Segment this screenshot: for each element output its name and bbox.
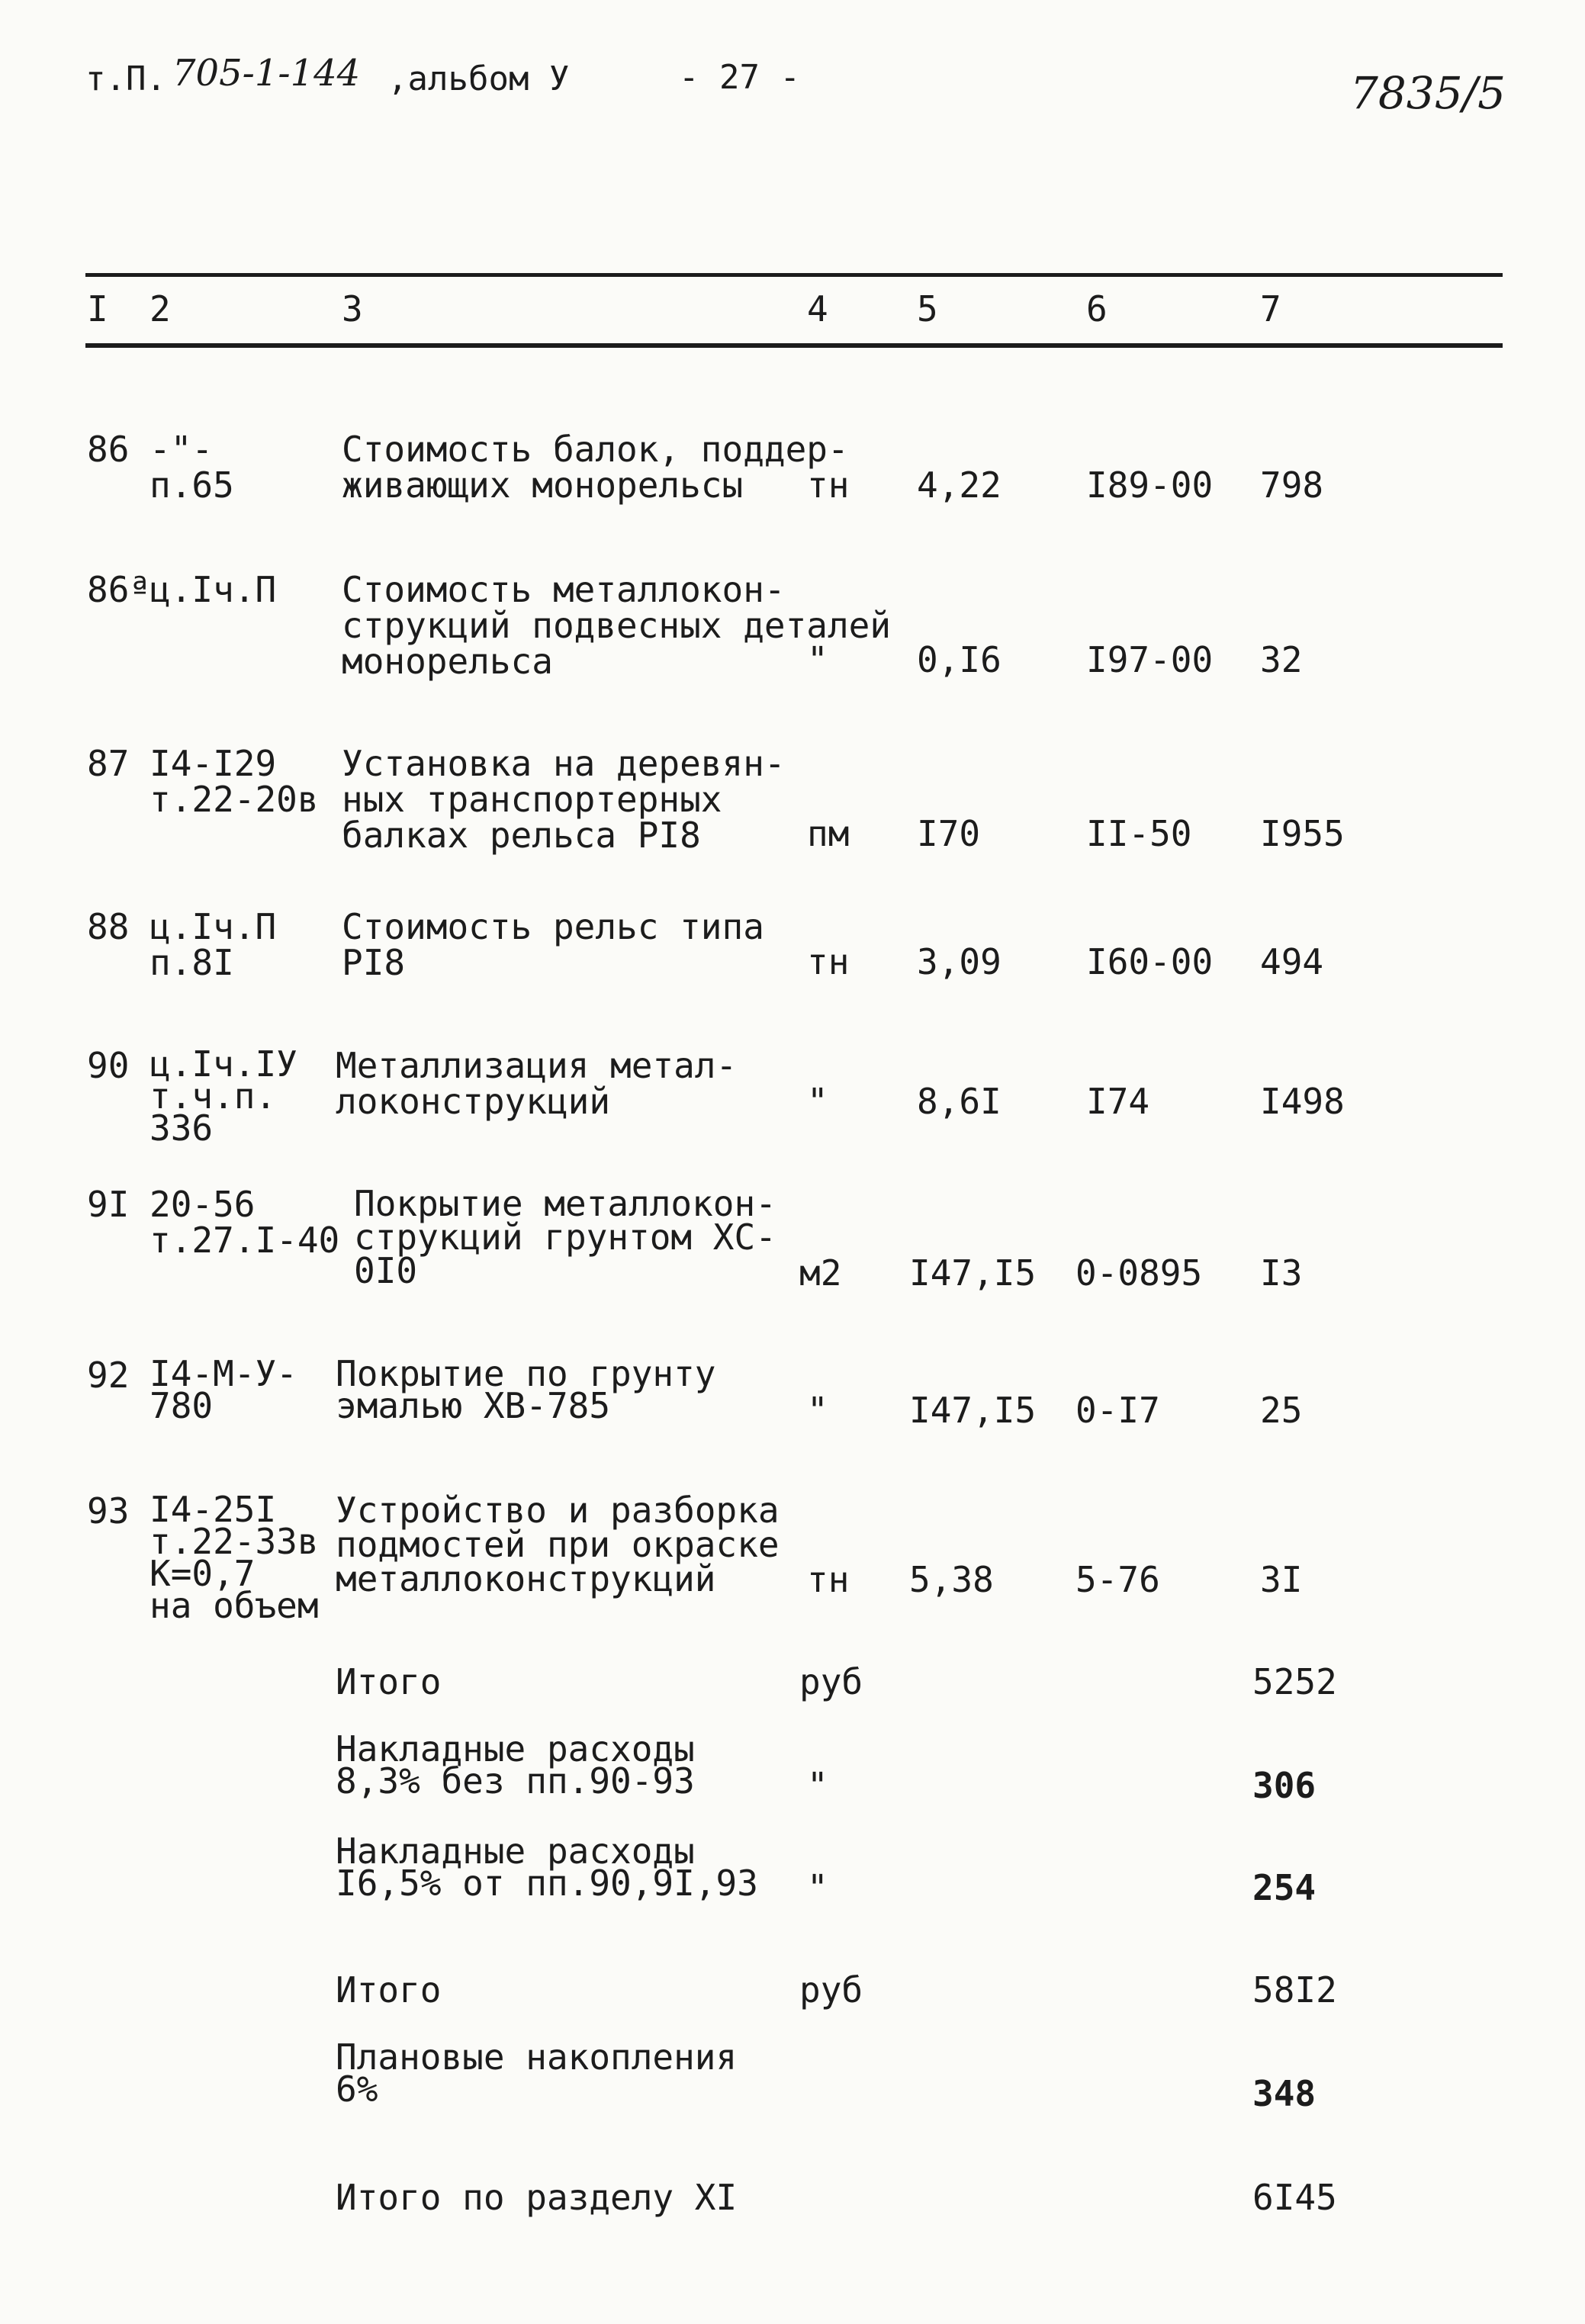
row-total: 3I	[1260, 1559, 1303, 1600]
summary-unit: "	[807, 1765, 828, 1806]
row-unit-price: 0-0895	[1075, 1252, 1203, 1294]
row-reference: ц.Iч.П	[149, 569, 277, 610]
row-description: Стоимость рельс типа PI8	[342, 906, 764, 983]
row-unit: "	[807, 1390, 828, 1431]
row-quantity: I47,I5	[909, 1390, 1037, 1431]
row-unit: тн	[807, 1559, 850, 1600]
row-description: Стоимость металлокон- струкций подвесных деталей монорельса	[342, 569, 892, 682]
row-unit-price: 5-76	[1075, 1559, 1160, 1600]
row-total: 32	[1260, 639, 1303, 680]
column-number-6: 6	[1086, 288, 1108, 329]
row-unit: "	[807, 1081, 828, 1122]
summary-total: 5252	[1252, 1661, 1337, 1702]
row-total: 798	[1260, 464, 1324, 506]
column-number-1: I	[87, 288, 108, 329]
row-number: 90	[87, 1045, 130, 1086]
row-total: 494	[1260, 941, 1324, 982]
row-reference: I4-25I т.22-33в К=0,7 на объем	[149, 1489, 319, 1626]
summary-label: Итого по разделу XI	[336, 2177, 738, 2218]
row-quantity: 3,09	[917, 941, 1001, 982]
row-total: I3	[1260, 1252, 1303, 1294]
row-reference: I4-I29 т.22-20в	[149, 743, 319, 820]
summary-label: Плановые накопления 6%	[336, 2036, 738, 2110]
page-number: - 27 -	[679, 58, 800, 97]
row-description: Установка на деревян- ных транспортерных балках рельса PI8	[342, 743, 786, 856]
summary-total: 58I2	[1252, 1969, 1337, 2011]
row-description: Металлизация метал- локонструкций	[336, 1045, 738, 1122]
column-number-4: 4	[807, 288, 828, 329]
row-quantity: 4,22	[917, 464, 1001, 506]
summary-label: Итого	[336, 1661, 442, 1702]
row-quantity: 0,I6	[917, 639, 1001, 680]
row-number: 9I	[87, 1184, 130, 1225]
row-unit-price: I89-00	[1086, 464, 1214, 506]
summary-label: Итого	[336, 1969, 442, 2011]
row-description: Устройство и разборка подмостей при окраске металлоконструкций	[336, 1490, 780, 1599]
row-number: 86	[87, 429, 130, 470]
summary-unit: руб	[799, 1969, 863, 2011]
row-number: 87	[87, 743, 130, 784]
row-description: Стоимость балок, поддер- живающих монорельсы	[342, 429, 849, 506]
column-number-5: 5	[917, 288, 938, 329]
summary-unit: руб	[799, 1661, 863, 1702]
row-number: 86ª	[87, 569, 151, 610]
row-unit: "	[807, 639, 828, 680]
row-quantity: I47,I5	[909, 1252, 1037, 1294]
row-reference: 20-56 т.27.I-40	[149, 1184, 340, 1261]
table-top-rule	[85, 273, 1503, 277]
row-reference: I4-М-У- 780	[149, 1353, 297, 1426]
column-number-3: 3	[342, 288, 363, 329]
summary-unit: "	[807, 1867, 828, 1908]
summary-label: Накладные расходы 8,3% без пп.90-93	[336, 1728, 695, 1802]
column-number-2: 2	[149, 288, 171, 329]
row-description: Покрытие по грунту эмалью ХВ-785	[336, 1353, 716, 1426]
column-number-7: 7	[1260, 288, 1281, 329]
row-reference: -"- п.65	[149, 429, 234, 506]
row-number: 88	[87, 906, 130, 947]
row-unit-price: 0-I7	[1075, 1390, 1160, 1431]
archive-number: 7835/5	[1350, 67, 1506, 119]
doc-prefix: т.П.	[85, 59, 166, 98]
row-reference: ц.Iч.П п.8I	[149, 906, 277, 983]
row-unit-price: I97-00	[1086, 639, 1214, 680]
row-total: I498	[1260, 1081, 1345, 1122]
row-number: 93	[87, 1490, 130, 1532]
row-unit: тн	[807, 464, 850, 506]
summary-total: 348	[1252, 2073, 1317, 2114]
row-unit: пм	[807, 813, 850, 854]
row-quantity: I70	[917, 813, 981, 854]
row-number: 92	[87, 1355, 130, 1396]
row-unit-price: II-50	[1086, 813, 1192, 854]
row-reference: ц.Iч.IУ т.ч.п. 336	[149, 1043, 297, 1149]
summary-total: 6I45	[1252, 2177, 1337, 2218]
row-unit: м2	[799, 1252, 842, 1294]
row-quantity: 8,6I	[917, 1081, 1001, 1122]
row-unit-price: I60-00	[1086, 941, 1214, 982]
row-description: Покрытие металлокон- струкций грунтом ХС- 0I0	[354, 1183, 776, 1291]
project-code: 705-1-144	[172, 52, 361, 95]
table-header-rule	[85, 343, 1503, 348]
row-total: 25	[1260, 1390, 1303, 1431]
summary-total: 306	[1252, 1765, 1317, 1806]
album-label: ,альбом У	[387, 59, 570, 98]
row-unit-price: I74	[1086, 1081, 1150, 1122]
summary-label: Накладные расходы I6,5% от пп.90,9I,93	[336, 1831, 758, 1904]
row-unit: тн	[807, 941, 850, 982]
row-total: I955	[1260, 813, 1345, 854]
row-quantity: 5,38	[909, 1559, 994, 1600]
summary-total: 254	[1252, 1867, 1317, 1908]
